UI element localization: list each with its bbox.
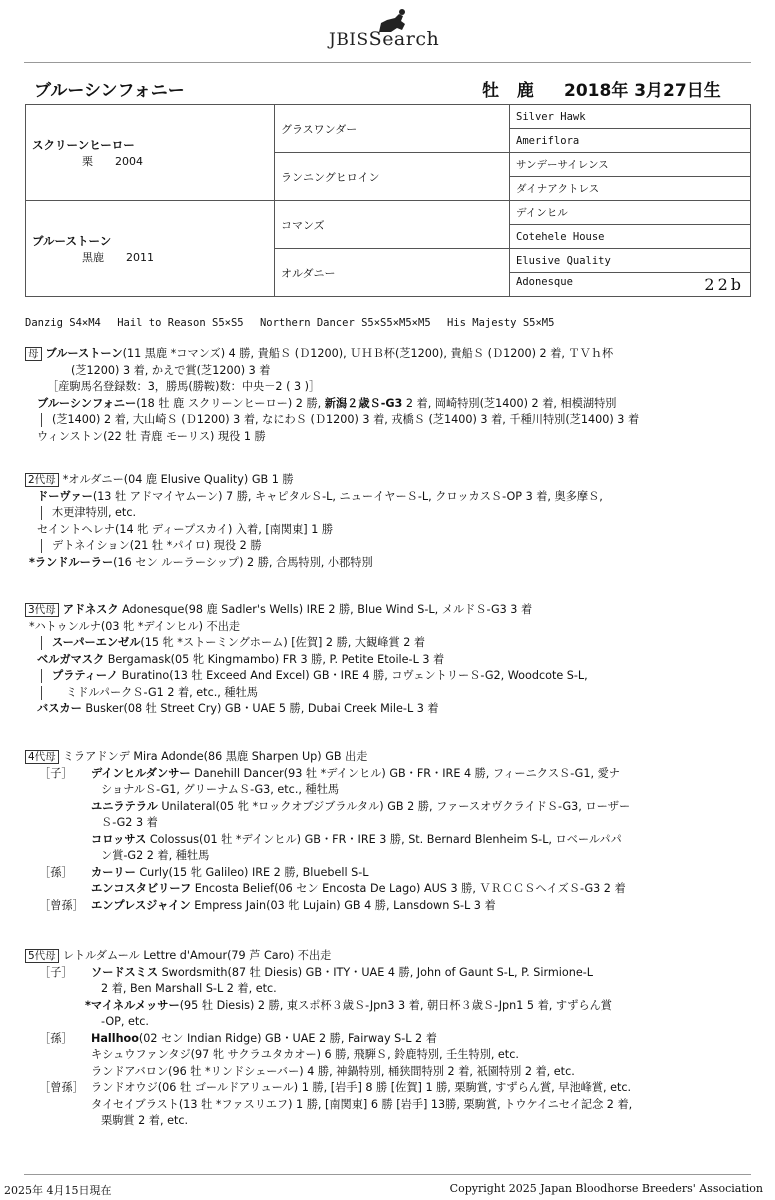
sire-color: 栗 — [82, 154, 93, 168]
record-text: (芝1200) 3 着, かえで賞(芝1200) 3 着 — [71, 363, 271, 377]
horse-link[interactable]: キシュウファンタジ(97 牝 サクラユタカオー) 6 勝, 飛騨Ｓ, 鈴鹿特別, 壬生特別, etc. — [91, 1048, 519, 1061]
horse-link[interactable]: コロッサス — [91, 832, 147, 846]
record-text: 木更津特別, etc. — [52, 506, 137, 519]
horse-link[interactable]: ベルガマスク — [37, 652, 105, 666]
inbreeding-item: Danzig S4×M4 — [25, 317, 101, 329]
dd-sire[interactable]: Elusive Quality — [510, 249, 751, 273]
tree-connector — [41, 669, 42, 683]
relation-label: ［曾孫］ — [39, 1081, 84, 1094]
generation-tag: 母 — [25, 347, 42, 361]
horse-link[interactable]: *オルダニー(04 鹿 Elusive Quality) GB 1 勝 — [62, 473, 294, 486]
horse-sex-color: 牡 鹿 — [482, 81, 540, 101]
record-text: 栗駒賞 2 着, etc. — [101, 1114, 189, 1127]
generation-tag: 5代母 — [25, 949, 59, 963]
generation-tag: 2代母 — [25, 473, 59, 487]
inbreeding-item: Northern Dancer S5×S5×M5×M5 — [259, 317, 431, 329]
record-text: (02 セン Indian Ridge) GB・UAE 2 勝, Fairway S-L 2 着 — [138, 1031, 437, 1045]
logo-brand: JBIS — [329, 30, 369, 50]
tree-connector — [41, 506, 42, 520]
horse-link[interactable]: ユニラテラル — [91, 799, 158, 813]
record-text: Empress Jain(03 牝 Lujain) GB 4 勝, Lansdown S-L 3 着 — [194, 898, 496, 912]
dd-dam-cell — [510, 273, 751, 297]
horse-link[interactable]: アドネスク — [62, 603, 119, 616]
record-text: ショナルＳ-G1, グリーナムＳ-G3, etc., 種牡馬 — [101, 783, 340, 796]
tree-connector — [41, 539, 42, 553]
horse-name: ブルーシンフォニー — [34, 81, 185, 101]
record-text: (95 牡 Diesis) 2 勝, 東スポ杯３歳Ｓ-Jpn3 3 着, 朝日杯３歳Ｓ-Jpn1 5 着, すずらん賞 — [179, 998, 612, 1012]
horse-link[interactable]: デインヒルダンサー — [91, 766, 191, 780]
horse-link[interactable]: バスカー — [37, 702, 82, 715]
horse-link[interactable]: ミラアドンデ Mira Adonde(86 黒鹿 Sharpen Up) GB 出走 — [62, 750, 368, 763]
sire-sire[interactable]: グラスワンダー — [275, 105, 510, 153]
sd-dam[interactable]: ダイナアクトレス — [510, 177, 751, 201]
section-3rd-dam — [25, 602, 760, 718]
horse-birthdate: 2018年 3月27日生 — [564, 81, 721, 101]
inbreeding-item: His Majesty S5×M5 — [446, 317, 555, 329]
record-text: Busker(08 牡 Street Cry) GB・UAE 5 勝, Dubai Creek Mile-L 3 着 — [85, 702, 439, 715]
record-text: (18 牡 鹿 スクリーンヒーロー) 2 勝, — [136, 396, 325, 410]
record-text: Swordsmith(87 牡 Diesis) GB・ITY・UAE 4 勝, John of Gaunt S-L, P. Sirmione-L — [161, 965, 593, 979]
section-dam — [25, 346, 760, 445]
logo-word: Search — [368, 28, 440, 50]
horse-link[interactable]: *ランドルーラー — [29, 555, 114, 569]
record-text: Encosta Belief(06 セン Encosta De Lago) AUS 3 勝, ＶＲＣＣＳヘイズＳ-G3 2 着 — [194, 882, 626, 895]
copyright: Copyright 2025 Japan Bloodhorse Breeders' Association — [449, 1182, 763, 1195]
race-grade: 新潟２歳Ｓ-G3 — [324, 396, 403, 410]
ds-sire[interactable]: デインヒル — [510, 201, 751, 225]
horse-link[interactable]: ウィンストン(22 牡 青鹿 モーリス) 現役 1 勝 — [37, 429, 266, 443]
record-text: Ｓ-G2 3 着 — [101, 816, 158, 829]
horse-link[interactable]: Hallhoo — [91, 1031, 139, 1045]
horse-link[interactable]: デトネイション(21 牡 *パイロ) 現役 2 勝 — [52, 539, 262, 552]
record-text: (16 セン ルーラーシップ) 2 勝, 合馬特別, 小郡特別 — [113, 555, 373, 569]
horse-link[interactable]: *マイネルメッサー — [85, 998, 180, 1012]
horse-link[interactable]: エンコスタビリーフ — [91, 882, 192, 895]
record-text: (13 牡 アドマイヤムーン) 7 勝, キャピタルＳ-L, ニューイヤーＳ-L, クロッカスＳ-OP 3 着, 奥多摩Ｓ, — [92, 489, 603, 503]
horse-link[interactable]: ランドアバロン(96 牡 *リンドシェーバー) 4 勝, 神鍋特別, 桶狭間特別 2 着, 祇園特別 2 着, etc. — [91, 1064, 575, 1078]
relation-label: ［曾孫］ — [39, 898, 84, 912]
sire-cell[interactable] — [26, 105, 275, 201]
inbreeding-line — [25, 317, 564, 329]
record-text: Colossus(01 牡 *デインヒル) GB・FR・IRE 3 勝, St. Bernard Blenheim S-L, ロベールパパ — [149, 832, 622, 846]
ss-dam[interactable]: Ameriflora — [510, 129, 751, 153]
record-text: Danehill Dancer(93 牡 *デインヒル) GB・FR・IRE 4 勝, フィーニクスＳ-G1, 愛ナ — [194, 766, 620, 780]
record-text: (15 牝 *ストーミングホーム) [佐賀] 2 勝, 大観峰賞 2 着 — [140, 636, 426, 649]
relation-label: ［孫］ — [39, 1031, 73, 1045]
horse-link[interactable]: セイントヘレナ(14 牝 ディープスカイ) 入着, [南関東] 1 勝 — [37, 522, 334, 536]
tree-connector — [41, 686, 42, 700]
jbis-logo[interactable] — [329, 8, 459, 54]
record-text: 2 着, Ben Marshall S-L 2 着, etc. — [101, 982, 277, 995]
horse-link[interactable]: エンプレスジャイン — [91, 898, 191, 912]
horse-link[interactable]: プラティーノ — [52, 669, 119, 682]
pedigree-table — [25, 104, 751, 297]
relation-label: ［子］ — [39, 965, 73, 979]
ds-dam[interactable]: Cotehele House — [510, 225, 751, 249]
section-4th-dam — [25, 749, 760, 914]
horse-title — [34, 76, 750, 102]
horse-link[interactable]: ドーヴァー — [37, 489, 93, 503]
sd-sire[interactable]: サンデーサイレンス — [510, 153, 751, 177]
record-text: Unilateral(05 牝 *ロックオブジブラルタル) GB 2 勝, ファースオヴクライドＳ-G3, ローザー — [161, 799, 631, 813]
section-5th-dam — [25, 948, 760, 1130]
record-text: -OP, etc. — [101, 1015, 149, 1028]
section-2nd-dam — [25, 472, 760, 571]
dam-year: 2011 — [126, 250, 154, 264]
record-text: Bergamask(05 牝 Kingmambo) FR 3 勝, P. Petite Etoile-L 3 着 — [107, 652, 445, 666]
generation-tag: 3代母 — [25, 603, 59, 617]
dam-dam[interactable]: オルダニー — [275, 249, 510, 297]
record-text: (芝1400) 2 着, 大山崎Ｓ (Ｄ1200) 3 着, なにわＳ (Ｄ1200) 3 着, 戎橋Ｓ (芝1400) 3 着, 千種川特別(芝1400) 3 着 — [52, 413, 640, 426]
relation-label: ［子］ — [39, 766, 73, 780]
sire-year: 2004 — [115, 154, 143, 168]
record-text: Curly(15 牝 Galileo) IRE 2 勝, Bluebell S-L — [139, 865, 369, 879]
record-text: 2 着, 岡崎特別(芝1400) 2 着, 相模湖特別 — [405, 396, 617, 410]
generation-tag: 4代母 — [25, 750, 59, 764]
record-text: ミドルパークＳ-G1 2 着, etc., 種牡馬 — [66, 685, 258, 699]
bottom-divider — [24, 1174, 751, 1175]
horse-link[interactable]: ソードスミス — [91, 965, 159, 979]
horse-link[interactable]: カーリー — [91, 865, 136, 879]
progeny-stats: ［産駒馬名登録数：3，勝馬(勝鞍)数：中央－2 ( 3 )］ — [47, 380, 321, 393]
dam-name[interactable]: ブルーストーン — [32, 233, 112, 248]
record-text: ン賞-G2 2 着, 種牡馬 — [101, 849, 210, 862]
dam-sire[interactable]: コマンズ — [275, 201, 510, 249]
family-number: 22b — [704, 274, 744, 294]
record-text: Buratino(13 牡 Exceed And Excel) GB・IRE 4 勝, コヴェントリーＳ-G2, Woodcote S-L, — [121, 669, 588, 682]
horse-link[interactable]: *ハトゥンルナ(03 牝 *デインヒル) 不出走 — [29, 619, 241, 633]
horse-link[interactable]: レトルダムール Lettre d'Amour(79 芦 Caro) 不出走 — [62, 949, 332, 962]
horse-link[interactable]: ブルーストーン — [45, 347, 123, 360]
record-text: (11 黒鹿 *コマンズ) 4 勝, 貴船Ｓ (Ｄ1200), ＵＨＢ杯(芝1200), 貴船Ｓ (Ｄ1200) 2 着, ＴＶｈ杯 — [122, 347, 614, 360]
sire-dam[interactable]: ランニングヒロイン — [275, 153, 510, 201]
relation-label: ［孫］ — [39, 865, 73, 879]
as-of-date: 2025年 4月15日現在 — [4, 1184, 112, 1197]
tree-connector — [41, 413, 42, 427]
ss-sire[interactable]: Silver Hawk — [510, 105, 751, 129]
horse-link[interactable]: ブルーシンフォニー — [37, 396, 137, 410]
tree-connector — [41, 636, 42, 650]
sire-name[interactable]: スクリーンヒーロー — [32, 137, 135, 152]
dam-color: 黒鹿 — [82, 250, 104, 264]
top-divider — [24, 62, 751, 63]
horse-link[interactable]: タイセイブラスト(13 牡 *ファスリエフ) 1 勝, [南関東] 6 勝 [岩手] 13勝, 栗駒賞, トウケイニセイ記念 2 着, — [91, 1097, 633, 1111]
record-text: Adonesque(98 鹿 Sadler's Wells) IRE 2 勝, Blue Wind S-L, メルドＳ-G3 3 着 — [122, 603, 533, 616]
dd-dam[interactable]: Adonesque — [516, 275, 573, 288]
dam-cell[interactable] — [26, 201, 275, 297]
horse-link[interactable]: スーパーエンゼル — [52, 636, 141, 649]
horse-link[interactable]: ランドオウジ(06 牡 ゴールドアリュール) 1 勝, [岩手] 8 勝 [佐賀] 1 勝, 栗駒賞, すずらん賞, 早池峰賞, etc. — [91, 1081, 632, 1094]
inbreeding-item: Hail to Reason S5×S5 — [117, 317, 244, 329]
